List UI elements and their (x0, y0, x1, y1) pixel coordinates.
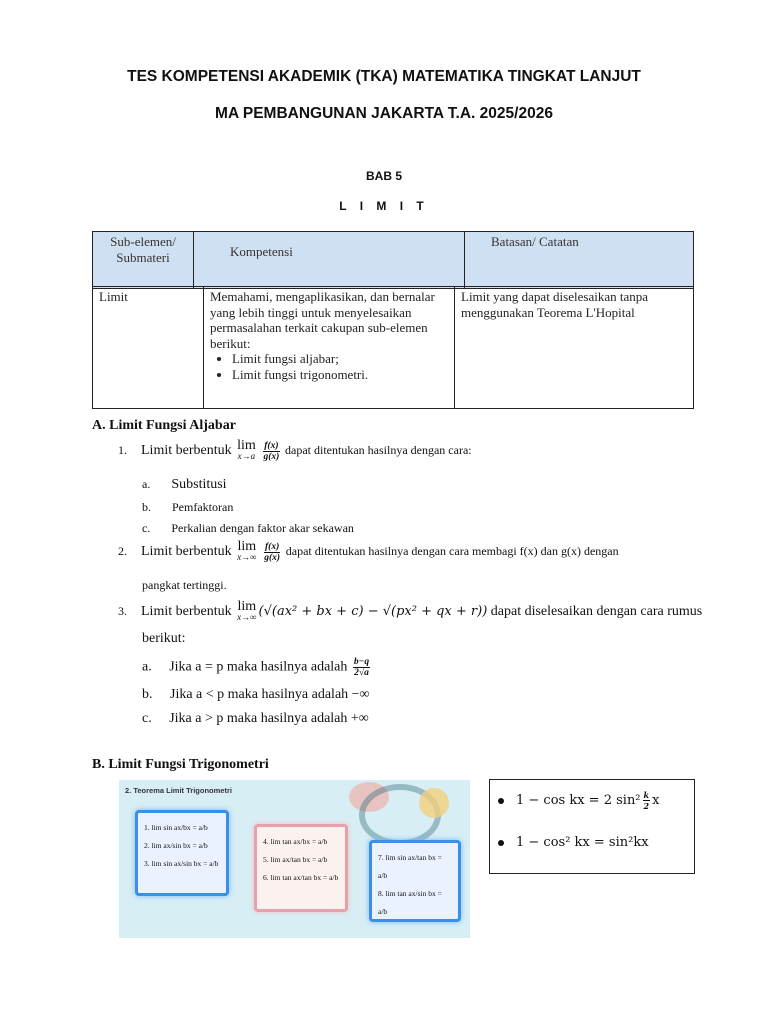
item-1: 1. Limit berbentuk lim x→a $\frac{f(x)}{g(x)}$ dapat ditentukan hasilnya dengan cara: (118, 438, 472, 462)
item-3b: b. Jika a < p maka hasilnya adalah −∞ (142, 687, 370, 702)
item-3a: a. Jika a = p maka hasilnya adalah $\frac{b-q}{2√a}$ (142, 657, 370, 678)
item-1b: b. Pemfaktoran (142, 500, 234, 514)
identity-1: 1 − cos kx = 2 sin² $\frac{k}{2}$ x (498, 790, 659, 811)
lim-symbol: lim x→∞ (237, 539, 257, 562)
theorem-card-2: 4. lim tan ax/bx = a/b 5. lim ax/tan bx = a/b 6. lim tan ax/tan bx = a/b (254, 824, 348, 912)
item-3-continued: berikut: (142, 631, 186, 646)
fraction: $\frac{f(x)}{g(x)}$ (263, 440, 280, 462)
item-2: 2. Limit berbentuk lim x→∞ $\frac{f(x)}{g(x)}$ dapat ditentukan hasilnya dengan cara membagi f(x) dan g(x) dengan (118, 539, 619, 563)
header-submateri: Sub-elemen/ Submateri (93, 232, 194, 289)
bullet-icon (498, 840, 504, 846)
competency-table (92, 286, 694, 409)
section-a-heading: A. Limit Fungsi Aljabar (92, 418, 236, 433)
trig-theorem-image (119, 780, 470, 938)
bullet-icon (498, 798, 504, 804)
cell-catatan: Limit yang dapat diselesaikan tanpa menggunakan Teorema L'Hopital (455, 287, 694, 409)
cell-kompetensi (204, 287, 455, 409)
decoration-shape (419, 788, 449, 818)
fraction: $\frac{b-q}{2√a}$ (353, 657, 370, 678)
cell-submateri: Limit (93, 287, 204, 409)
item-3: 3. Limit berbentuk lim x→∞ (√(ax² + bx + c) − √(px² + qx + r)) dapat diselesaikan dengan cara rumus (118, 599, 703, 622)
chapter-number: BAB 5 (365, 169, 402, 183)
item-2-continued: pangkat tertinggi. (142, 578, 227, 592)
item-1c: c. Perkalian dengan faktor akar sekawan (142, 521, 354, 535)
trig-identity-box (489, 779, 695, 874)
list-item: • Limit fungsi trigonometri. (232, 367, 448, 383)
section-b-heading: B. Limit Fungsi Trigonometri (92, 757, 269, 772)
list-item: • Limit fungsi aljabar; (232, 351, 448, 367)
competency-table-header (92, 231, 694, 289)
root-expression: (√(ax² + bx + c) − √(px² + qx + r)) (258, 604, 488, 620)
chapter-title: L I M I T (339, 199, 429, 213)
kompetensi-text: Memahami, mengaplikasikan, dan bernalar yang lebih tinggi untuk menyelesaikan permasalahan terkait cakupan sub-elemen berikut: (210, 289, 435, 351)
lim-symbol: lim x→a (237, 438, 256, 461)
lim-symbol: lim x→∞ (237, 599, 257, 622)
theorem-card-3: 7. lim sin ax/tan bx = a/b 8. lim tan ax/sin bx = a/b (369, 840, 461, 922)
kompetensi-list (210, 351, 448, 382)
item-1a: a. Substitusi (142, 477, 227, 492)
image-title: 2. Teorema Limit Trigonometri (125, 786, 232, 795)
document-subtitle: MA PEMBANGUNAN JAKARTA T.A. 2025/2026 (215, 105, 553, 122)
header-catatan: Batasan/ Catatan (465, 232, 694, 289)
document-title: TES KOMPETENSI AKADEMIK (TKA) MATEMATIKA TINGKAT LANJUT (127, 68, 641, 85)
item-3c: c. Jika a > p maka hasilnya adalah +∞ (142, 711, 369, 726)
fraction: $\frac{f(x)}{g(x)}$ (264, 541, 281, 563)
identity-2: 1 − cos² kx = sin²kx (498, 835, 649, 850)
theorem-card-1: 1. lim sin ax/bx = a/b 2. lim ax/sin bx = a/b 3. lim sin ax/sin bx = a/b (135, 810, 229, 896)
header-kompetensi: Kompetensi (194, 232, 465, 289)
